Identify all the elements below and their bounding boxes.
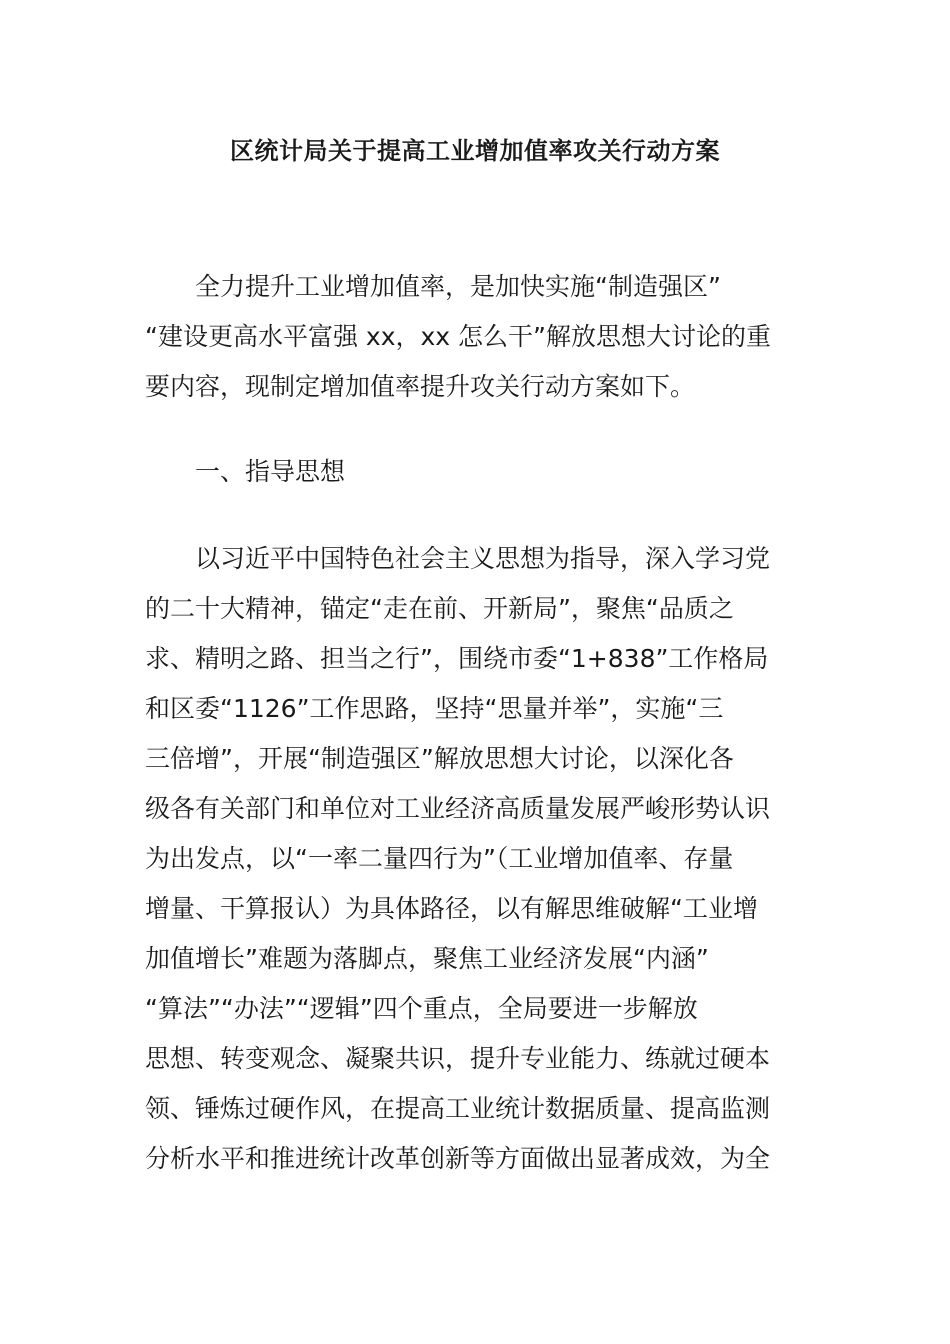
paragraph-line: 为出发点，以“一率二量四行为”（工业增加值率、存量 (145, 844, 734, 873)
intro-paragraph (145, 262, 810, 412)
intro-line: “建设更高水平富强 xx，xx 怎么干”解放思想大讨论的重 (145, 322, 771, 351)
section-heading (145, 447, 810, 497)
document-title: 区统计局关于提高工业增加值率攻关行动方案 (230, 137, 720, 165)
intro-line: 全力提升工业增加值率，是加快实施“制造强区” (195, 272, 721, 301)
paragraph-line: 增量、干算报认）为具体路径，以有解思维破解“工业增 (145, 894, 758, 923)
paragraph-line: 级各有关部门和单位对工业经济高质量发展严峻形势认识 (145, 794, 771, 823)
paragraph-line: 三倍增”，开展“制造强区”解放思想大讨论，以深化各 (145, 744, 734, 773)
intro-line: 要内容，现制定增加值率提升攻关行动方案如下。 (145, 372, 696, 401)
paragraph-line: 思想、转变观念、凝聚共识，提升专业能力、练就过硬本 (145, 1044, 771, 1073)
paragraph-line: 领、锤炼过硬作风，在提高工业统计数据质量、提高监测 (145, 1094, 771, 1123)
paragraph-line: 的二十大精神，锚定“走在前、开新局”，聚焦“品质之 (145, 594, 734, 623)
paragraph-line: 求、精明之路、担当之行”，围绕市委“1+838”工作格局 (145, 644, 769, 673)
paragraph-line: 和区委“1126”工作思路，坚持“思量并举”，实施“三 (145, 694, 724, 723)
section-1-heading: 一、指导思想 (195, 457, 346, 486)
paragraph-line: “算法”“办法”“逻辑”四个重点，全局要进一步解放 (145, 994, 698, 1023)
section-1-paragraph (145, 534, 810, 1184)
paragraph-line: 分析水平和推进统计改革创新等方面做出显著成效，为全 (145, 1144, 771, 1173)
paragraph-line: 以习近平中国特色社会主义思想为指导，深入学习党 (195, 544, 771, 573)
paragraph-line: 加值增长”难题为落脚点，聚焦工业经济发展“内涵” (145, 944, 709, 973)
